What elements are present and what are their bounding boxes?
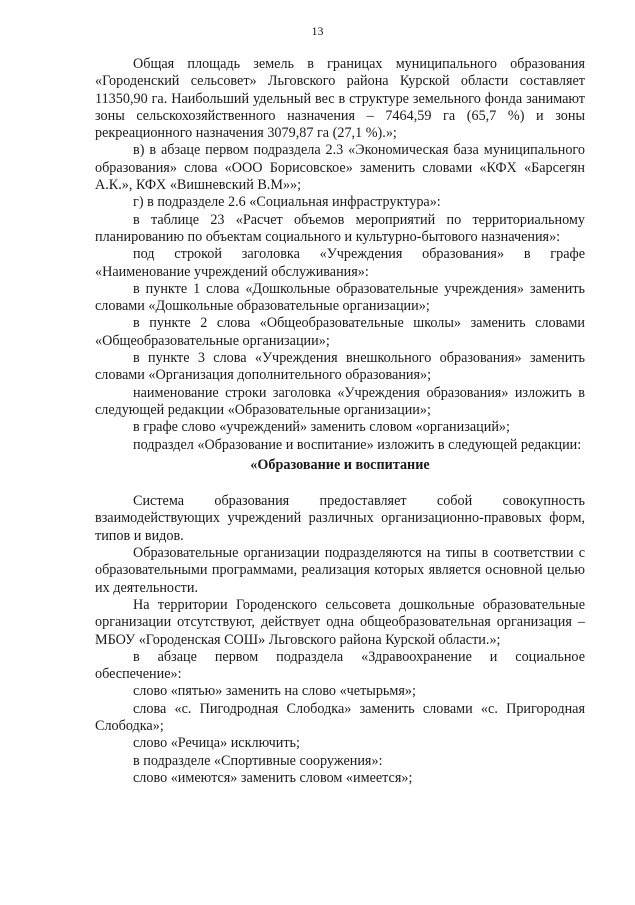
paragraph: Общая площадь земель в границах муниципального образования «Городенский сельсовет» Льговского района Курской области составляет 11350,90 га. Наибольший удельный вес в структуре земельного фонда занимают зоны сельскохозяйственного назначения – 7464,59 га (65,7 %) и зоны рекреационного назначения 3079,87 га (27,1 %).»; (95, 56, 585, 142)
paragraph: слова «с. Пигодродная Слободка» заменить словами «с. Пригородная Слободка»; (95, 700, 585, 734)
page-number: 13 (311, 24, 324, 38)
paragraph: На территории Городенского сельсовета дошкольные образовательные организации отсутствуют, действует одна общеобразовательная организация – МБОУ «Городенская СОШ» Льговского района Курской области.»; (95, 596, 585, 648)
paragraph: г) в подразделе 2.6 «Социальная инфраструктура»: (133, 194, 441, 211)
paragraph: под строкой заголовка «Учреждения образования» в графе «Наименование учреждений обслуживания»: (95, 246, 585, 280)
paragraph: слово «имеются» заменить словом «имеется»; (133, 769, 413, 786)
paragraph: Система образования предоставляет собой совокупность взаимодействующих учреждений различных организационно-правовых форм, типов и видов. (95, 493, 585, 544)
paragraph: в подразделе «Спортивные сооружения»: (133, 752, 383, 769)
paragraph: в графе слово «учреждений» заменить словом «организаций»; (133, 419, 510, 436)
paragraph: в таблице 23 «Расчет объемов мероприятий по территориальному планированию по объектам социального и культурно-бытового назначения»: (95, 211, 585, 245)
paragraph: слово «Речица» исключить; (133, 735, 300, 752)
paragraph: подраздел «Образование и воспитание» изложить в следующей редакции: (133, 436, 582, 453)
paragraph: слово «пятью» заменить на слово «четырьмя»; (133, 683, 416, 700)
paragraph: в) в абзаце первом подраздела 2.3 «Экономическая база муниципального образования» слова «ООО Борисовское» заменить словами «КФХ «Барсегян А.К.», КФХ «Вишневский В.М»»; (95, 142, 585, 194)
document-body (95, 56, 585, 787)
paragraph: наименование строки заголовка «Учреждения образования» изложить в следующей редакции «Образовательные организации»; (95, 384, 585, 418)
paragraph: в пункте 2 слова «Общеобразовательные школы» заменить словами «Общеобразовательные организации»; (95, 315, 585, 349)
paragraph: в абзаце первом подраздела «Здравоохранение и социальное обеспечение»: (95, 648, 585, 683)
paragraph: в пункте 1 слова «Дошкольные образовательные учреждения» заменить словами «Дошкольные образовательные организации»; (95, 280, 585, 315)
paragraph: Образовательные организации подразделяются на типы в соответствии с образовательными программами, реализация которых является основной целью их деятельности. (95, 545, 585, 596)
paragraph: в пункте 3 слова «Учреждения внешкольного образования» заменить словами «Организация дополнительного образования»; (95, 350, 585, 384)
section-heading: «Образование и воспитание (250, 456, 430, 473)
